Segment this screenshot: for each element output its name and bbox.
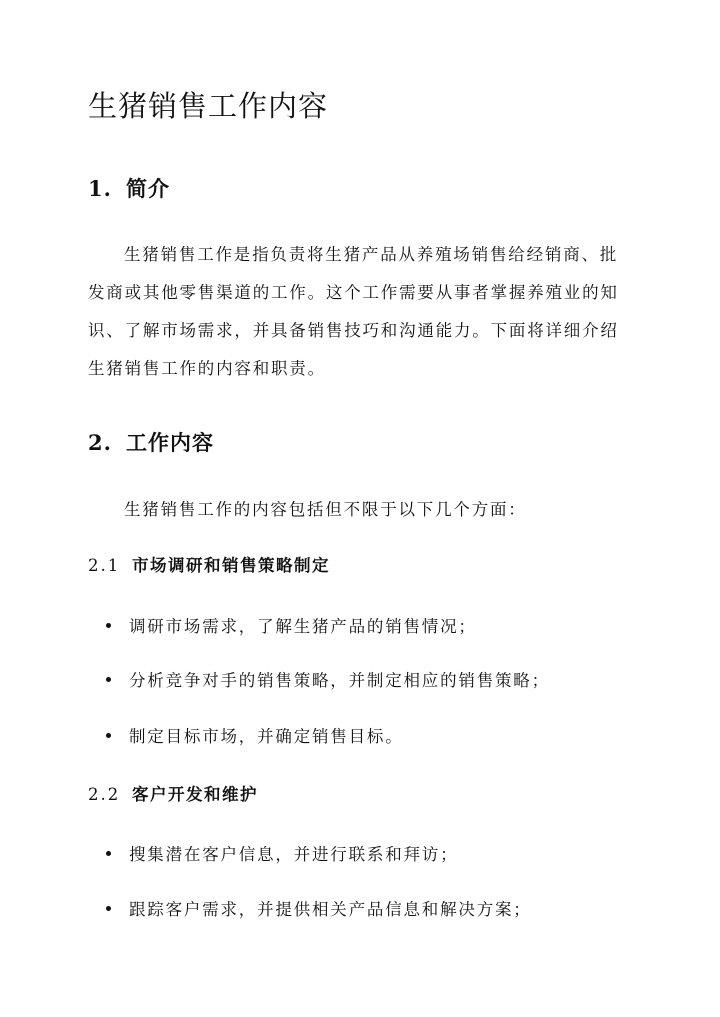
list-item: 制定目标市场，并确定销售目标。 (106, 723, 404, 751)
list-item: 搜集潜在客户信息，并进行联系和拜访； (106, 841, 458, 869)
intro-paragraph: 生猪销售工作是指负责将生猪产品从养殖场销售给经销商、批发商或其他零售渠道的工作。这个工作需要从事者掌握养殖业的知识、了解市场需求，并具备销售技巧和沟通能力。下面将详细介绍生猪销售工作的内容和职责。 (88, 245, 619, 378)
section-title: 工作内容 (126, 430, 214, 455)
bullet-icon (106, 906, 111, 911)
bullet-icon (106, 623, 111, 628)
section-title: 简介 (126, 176, 170, 201)
subsection-number: 2.1 (88, 556, 121, 575)
subsection-title: 客户开发和维护 (132, 785, 258, 804)
subsection-heading-market-research (88, 552, 330, 580)
work-content-intro: 生猪销售工作的内容包括但不限于以下几个方面： (124, 500, 527, 519)
bullet-icon (106, 733, 111, 738)
section-number: 1. (88, 176, 112, 201)
bullet-icon (106, 677, 111, 682)
document-title: 生猪销售工作内容 (88, 89, 329, 123)
list-item: 跟踪客户需求，并提供相关产品信息和解决方案； (106, 896, 532, 924)
bullet-icon (106, 851, 111, 856)
section-heading-work-content (88, 428, 214, 458)
subsection-number: 2.2 (88, 785, 121, 804)
subsection-heading-client-development (88, 781, 258, 809)
subsection-title: 市场调研和销售策略制定 (132, 556, 330, 575)
list-item: 分析竞争对手的销售策略，并制定相应的销售策略； (106, 667, 550, 695)
section-number: 2. (88, 430, 112, 455)
section-heading-intro (88, 174, 170, 204)
list-item: 调研市场需求，了解生猪产品的销售情况； (106, 613, 477, 641)
